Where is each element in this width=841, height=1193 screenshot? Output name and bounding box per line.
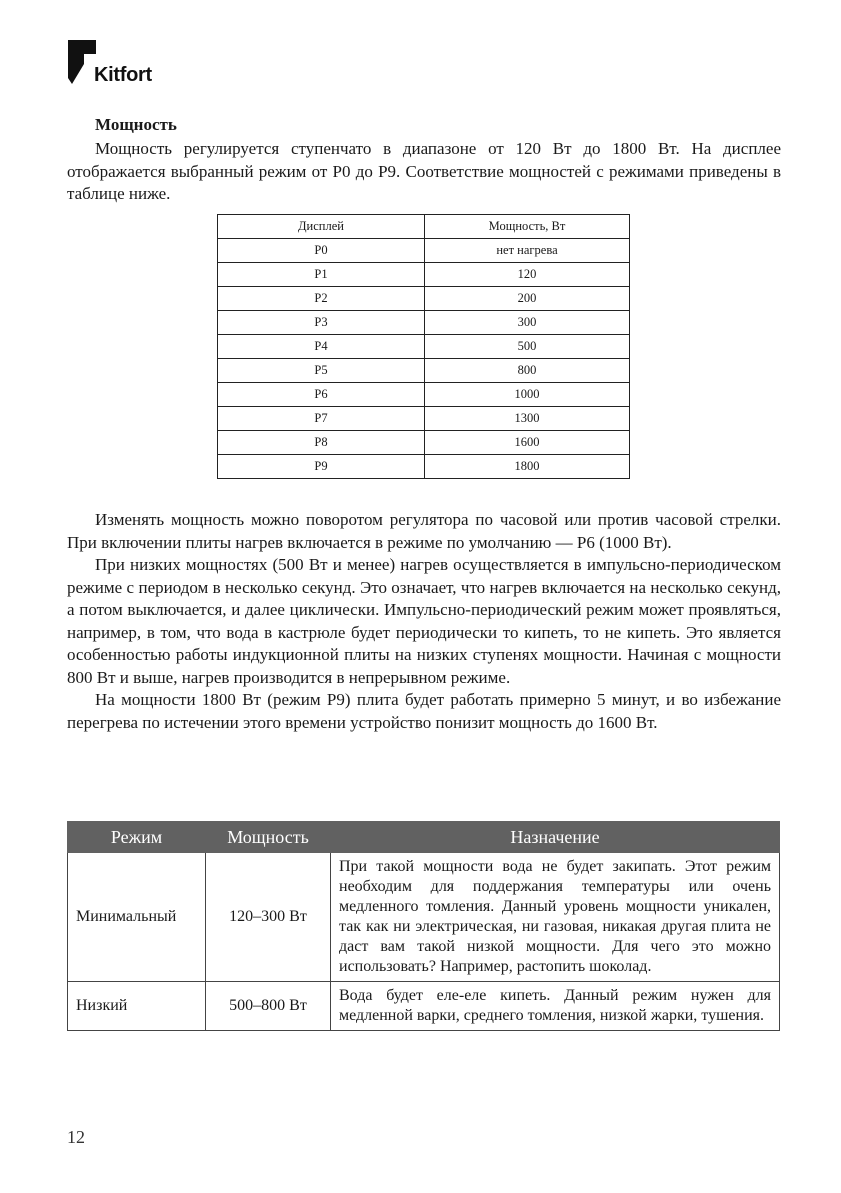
power-cell: нет нагрева (425, 239, 630, 263)
modes-header-mode: Режим (68, 822, 206, 853)
mode-power-cell: 500–800 Вт (206, 982, 331, 1031)
table-row (218, 287, 630, 311)
power-adjust-paragraph: Изменять мощность можно поворотом регулятора по часовой или против часовой стрелки. При включении плиты нагрев включается в режиме по умолчанию — Р6 (1000 Вт). (67, 510, 781, 552)
power-cell: 1800 (425, 455, 630, 479)
modes-header-purpose: Назначение (331, 822, 780, 853)
brand-name: Kitfort (94, 64, 152, 86)
table-row (218, 239, 630, 263)
power-cell: 200 (425, 287, 630, 311)
mode-power-cell: 120–300 Вт (206, 853, 331, 982)
display-cell: Р5 (218, 359, 425, 383)
modes-table-header-row (68, 822, 780, 853)
power-cell: 300 (425, 311, 630, 335)
power-cell: 1000 (425, 383, 630, 407)
power-cell: 1300 (425, 407, 630, 431)
table-row (218, 455, 630, 479)
display-cell: Р6 (218, 383, 425, 407)
table-row (218, 335, 630, 359)
power-table-header-display: Дисплей (218, 215, 425, 239)
intro-text-block (67, 138, 781, 206)
display-cell: Р0 (218, 239, 425, 263)
section-heading: Мощность (95, 115, 177, 134)
mode-purpose-cell: При такой мощности вода не будет закипать. Этот режим необходим для поддержания температуры или очень медленного томления. Данный уровень мощности уникален, так как ни электрическая, ни газовая, никакая другая плита не даст вам такой низкой мощности. Для чего это можно использовать? Например, растопить шоколад. (331, 853, 780, 982)
power-table-header-power: Мощность, Вт (425, 215, 630, 239)
display-cell: Р9 (218, 455, 425, 479)
display-cell: Р4 (218, 335, 425, 359)
table-row (218, 311, 630, 335)
power-cell: 1600 (425, 431, 630, 455)
table-row (218, 407, 630, 431)
max-power-paragraph: На мощности 1800 Вт (режим Р9) плита будет работать примерно 5 минут, и во избежание перегрева по истечении этого времени устройство понизит мощность до 1600 Вт. (67, 690, 781, 732)
display-cell: Р1 (218, 263, 425, 287)
power-cell: 500 (425, 335, 630, 359)
display-cell: Р2 (218, 287, 425, 311)
mode-name-cell: Минимальный (68, 853, 206, 982)
mode-purpose-cell: Вода будет еле-еле кипеть. Данный режим нужен для медленной варки, среднего томления, низкой жарки, тушения. (331, 982, 780, 1031)
table-row (218, 383, 630, 407)
modes-table (67, 821, 780, 1031)
power-table-header-row (218, 215, 630, 239)
kitfort-logo (66, 40, 176, 88)
display-cell: Р7 (218, 407, 425, 431)
display-cell: Р8 (218, 431, 425, 455)
pulse-mode-paragraph: При низких мощностях (500 Вт и менее) нагрев осуществляется в импульсно-периодическом режиме с периодом в несколько секунд. Это означает, что нагрев включается на несколько секунд, а потом выключается, и далее циклически. Импульсно-периодический режим может проявляться, например, в том, что вода в кастрюле будет периодически то кипеть, то не кипеть. Это является особенностью работы индукционной плиты на низких ступенях мощности. Начиная с мощности 800 Вт и выше, нагрев производится в непрерывном режиме. (67, 555, 781, 687)
mode-name-cell: Низкий (68, 982, 206, 1031)
table-row (218, 359, 630, 383)
body-text-block (67, 509, 781, 734)
modes-header-power: Мощность (206, 822, 331, 853)
intro-paragraph: Мощность регулируется ступенчато в диапазоне от 120 Вт до 1800 Вт. На дисплее отображается выбранный режим от Р0 до Р9. Соответствие мощностей с режимами приведены в таблице ниже. (67, 139, 781, 203)
display-cell: Р3 (218, 311, 425, 335)
table-row (218, 263, 630, 287)
table-row (68, 982, 780, 1031)
power-cell: 120 (425, 263, 630, 287)
power-cell: 800 (425, 359, 630, 383)
power-table (217, 214, 630, 479)
table-row (68, 853, 780, 982)
table-row (218, 431, 630, 455)
page-number: 12 (67, 1127, 85, 1147)
